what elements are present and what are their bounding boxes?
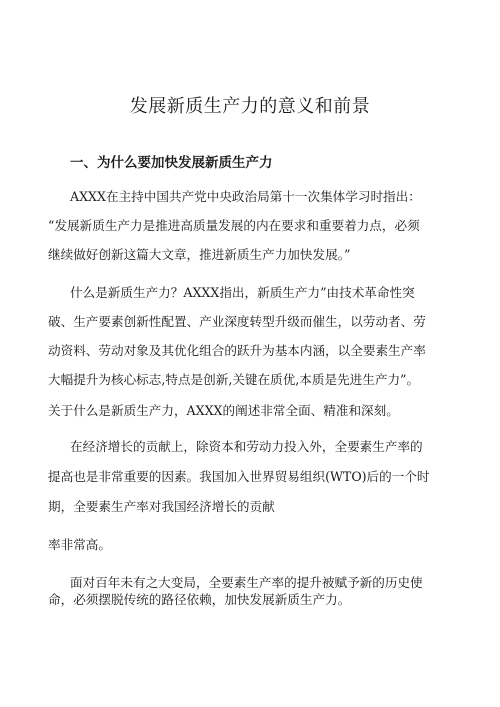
paragraph-line: 率非常高。 [48,537,111,552]
paragraph-line: 期，全要素生产率对我国经济增长的贡献 [48,499,275,514]
paragraph-line: 继续做好创新这篇大文章，推进新质生产力加快发展。” [48,247,351,262]
paragraph-line: 动资料、劳动对象及其优化组合的跃升为基本内涵，以全要素生产率 [48,343,426,358]
paragraph-line: 大幅提升为核心标志,特点是创新,关键在质优,本质是先进生产力”。 [48,372,420,387]
section-heading: 一、为什么要加快发展新质生产力 [70,155,273,171]
document-title: 发展新质生产力的意义和前景 [129,96,371,117]
paragraph-line: AXXX在主持中国共产党中央政治局第十一次集体学习时指出： [70,189,421,204]
paragraph-line: 面对百年未有之大变局，全要素生产率的提升被赋予新的历史使 [70,575,423,590]
paragraph-line: 什么是新质生产力？AXXX指出，新质生产力”由技术革命性突 [70,285,415,300]
paragraph-line: “发展新质生产力是推进高质量发展的内在要求和重要着力点，必须 [48,218,420,233]
paragraph-line: 破、生产要素创新性配置、产业深度转型升级而催生，以劳动者、劳 [48,314,426,329]
paragraph-line: 关于什么是新质生产力，AXXX的阐述非常全面、精准和深刻。 [48,403,399,418]
paragraph-line: 提高也是非常重要的因素。我国加入世界贸易组织(WTO)后的一个时 [48,469,430,484]
paragraph-line: 命，必须摆脱传统的路径依赖，加快发展新质生产力。 [48,592,351,607]
paragraph-line: 在经济增长的贡献上，除资本和劳动力投入外，全要素生产率的 [70,439,423,454]
